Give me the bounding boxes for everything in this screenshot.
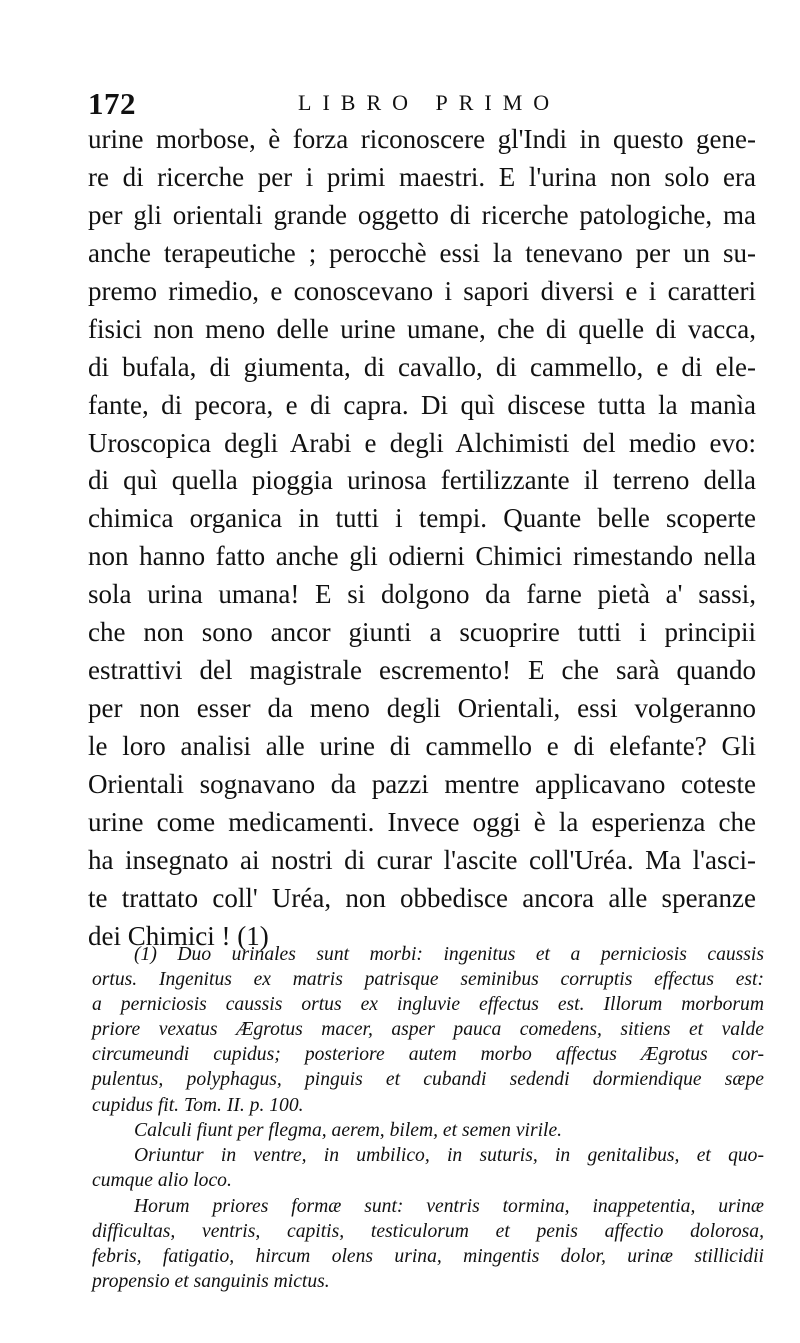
footnote-line: cumque alio loco.: [92, 1169, 232, 1191]
text-line: ha insegnato ai nostri di curar l'ascite coll'Uréa. Ma l'asci-: [88, 844, 756, 875]
footnote-line: circumeundi cupidus; posteriore autem morbo affectus Ægrotus cor-: [92, 1044, 764, 1066]
text-line: non hanno fatto anche gli odierni Chimici rimestando nella: [88, 541, 756, 572]
text-line: fisici non meno delle urine umane, che di quelle di vacca,: [88, 313, 756, 344]
text-line: anche terapeutiche ; perocchè essi la tenevano per un su-: [88, 237, 756, 268]
text-line: re di ricerche per i primi maestri. E l'urina non solo era: [88, 161, 756, 192]
text-line: Uroscopica degli Arabi e degli Alchimisti del medio evo:: [88, 427, 756, 458]
footnote-line: Calculi fiunt per flegma, aerem, bilem, et semen virile.: [134, 1119, 563, 1141]
text-line: per gli orientali grande oggetto di ricerche patologiche, ma: [88, 199, 756, 230]
text-line: per non esser da meno degli Orientali, essi volgeranno: [88, 693, 756, 724]
text-line: urine come medicamenti. Invece oggi è la esperienza che: [88, 806, 756, 837]
footnote-line: (1) Duo urinales sunt morbi: ingenitus et a perniciosis caussis: [134, 944, 764, 965]
footnotes: [92, 942, 764, 1294]
footnote-line: propensio et sanguinis mictus.: [92, 1271, 330, 1293]
footnote-line: ortus. Ingenitus ex matris patrisque seminibus corruptis effectus est:: [92, 969, 764, 991]
text-line: Orientali sognavano da pazzi mentre applicavano coteste: [88, 768, 756, 799]
running-head: LIBRO PRIMO: [298, 90, 561, 115]
footnote-line: a perniciosis caussis ortus ex ingluvie effectus est. Illorum morborum: [92, 994, 764, 1016]
text-line: chimica organica in tutti i tempi. Quante belle scoperte: [88, 503, 756, 534]
text-line: fante, di pecora, e di capra. Di quì discese tutta la manìa: [88, 389, 756, 420]
text-line: sola urina umana! E si dolgono da farne pietà a' sassi,: [88, 579, 756, 610]
text-line: te trattato coll' Uréa, non obbedisce ancora alle speranze: [88, 882, 756, 913]
footnote-line: cupidus fit. Tom. II. p. 100.: [92, 1094, 304, 1116]
footnote-line: pulentus, polyphagus, pinguis et cubandi sedendi dormiendique sæpe: [92, 1069, 764, 1091]
footnote-line: priore vexatus Ægrotus macer, asper pauca comedens, sitiens et valde: [92, 1019, 764, 1041]
text-line: di bufala, di giumenta, di cavallo, di cammello, e di ele-: [88, 351, 756, 382]
footnote-line: Horum priores formæ sunt: ventris tormina, inappetentia, urinæ: [134, 1195, 764, 1217]
text-line: premo rimedio, e conoscevano i sapori diversi e i caratteri: [88, 275, 756, 306]
page-number: 172: [88, 86, 136, 121]
text-line: di quì quella pioggia urinosa fertilizzante il terreno della: [88, 465, 756, 496]
footnote-line: febris, fatigatio, hircum olens urina, mingentis dolor, urinæ stillicidii: [92, 1246, 764, 1268]
text-line: urine morbose, è forza riconoscere gl'Indi in questo gene-: [88, 124, 756, 154]
footnote-line: Oriuntur in ventre, in umbilico, in suturis, in genitalibus, et quo-: [134, 1144, 764, 1166]
text-line: che non sono ancor giunti a scuoprire tutti i principii: [88, 617, 756, 648]
text-line: dei Chimici ! (1): [88, 920, 269, 951]
text-line: estrattivi del magistrale escremento! E che sarà quando: [88, 655, 756, 686]
text-line: le loro analisi alle urine di cammello e di elefante? Gli: [88, 731, 756, 761]
footnote-line: difficultas, ventris, capitis, testiculorum et penis affectio dolorosa,: [92, 1221, 764, 1243]
body-text: [88, 121, 756, 956]
page-header: [88, 86, 768, 122]
